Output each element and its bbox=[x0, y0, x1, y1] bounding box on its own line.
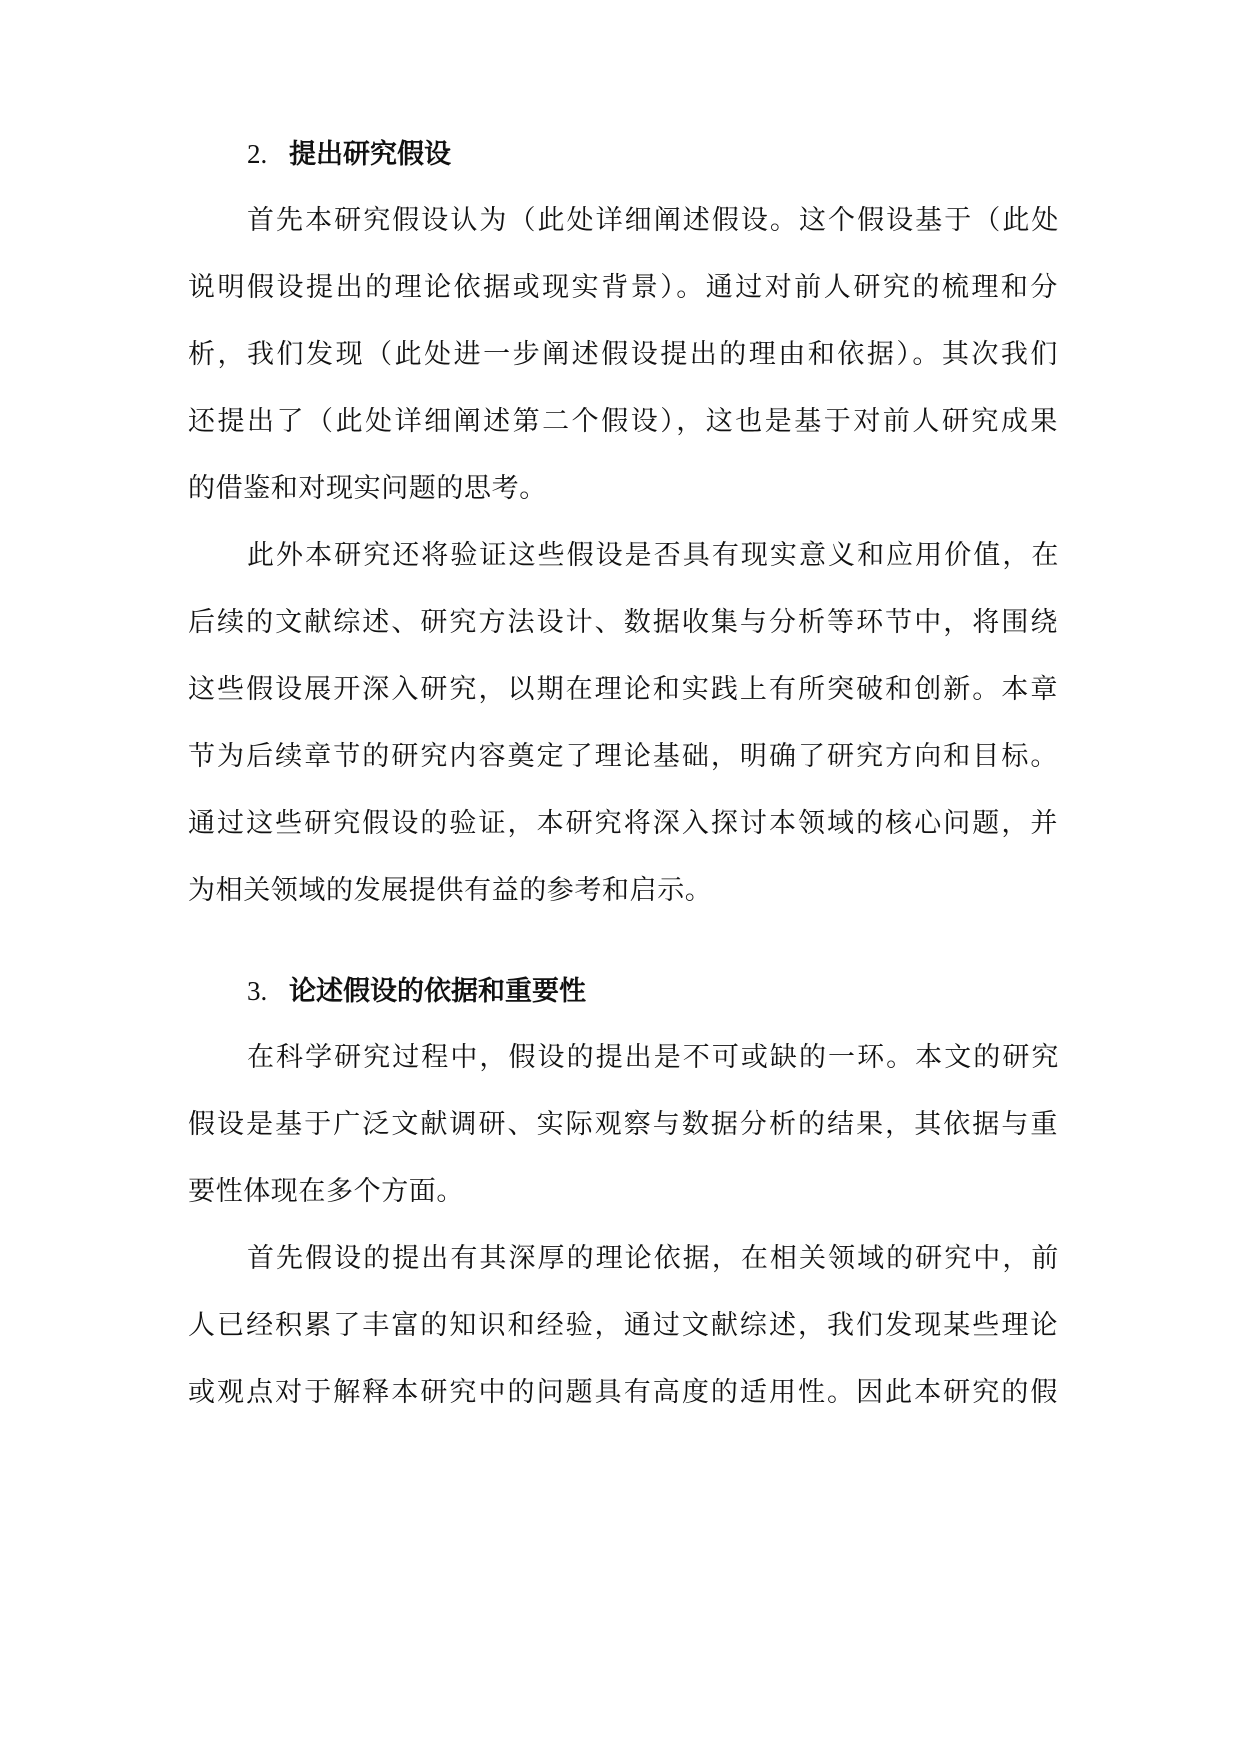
paragraph-line: 首先假设的提出有其深厚的理论依据，在相关领域的研究中，前 bbox=[247, 1243, 1059, 1274]
paragraph-line: 或观点对于解释本研究中的问题具有高度的适用性。因此本研究的假 bbox=[188, 1377, 1058, 1408]
heading-title: 提出研究假设 bbox=[289, 139, 451, 170]
paragraph-line: 通过这些研究假设的验证，本研究将深入探讨本领域的核心问题，并 bbox=[188, 808, 1058, 839]
heading-title: 论述假设的依据和重要性 bbox=[289, 976, 586, 1007]
paragraph-line: 后续的文献综述、研究方法设计、数据收集与分析等环节中，将围绕 bbox=[188, 607, 1058, 638]
paragraph-line: 说明假设提出的理论依据或现实背景）。通过对前人研究的梳理和分 bbox=[188, 272, 1058, 303]
paragraph-line: 析，我们发现（此处进一步阐述假设提出的理由和依据）。其次我们 bbox=[188, 339, 1058, 370]
paragraph-line: 首先本研究假设认为（此处详细阐述假设。这个假设基于（此处 bbox=[247, 205, 1059, 236]
section-heading bbox=[247, 134, 451, 175]
heading-number: 3. bbox=[247, 976, 268, 1006]
paragraph-line: 为相关领域的发展提供有益的参考和启示。 bbox=[188, 875, 713, 906]
section-heading bbox=[247, 971, 586, 1012]
paragraph-line: 的借鉴和对现实问题的思考。 bbox=[188, 473, 547, 504]
paragraph-line: 还提出了（此处详细阐述第二个假设），这也是基于对前人研究成果 bbox=[188, 406, 1058, 437]
paragraph-line: 这些假设展开深入研究，以期在理论和实践上有所突破和创新。本章 bbox=[188, 674, 1058, 705]
heading-number: 2. bbox=[247, 139, 268, 169]
paragraph-line: 节为后续章节的研究内容奠定了理论基础，明确了研究方向和目标。 bbox=[188, 741, 1058, 772]
paragraph-line: 此外本研究还将验证这些假设是否具有现实意义和应用价值，在 bbox=[247, 540, 1059, 571]
paragraph-line: 人已经积累了丰富的知识和经验，通过文献综述，我们发现某些理论 bbox=[188, 1310, 1058, 1341]
paragraph-line: 假设是基于广泛文献调研、实际观察与数据分析的结果，其依据与重 bbox=[188, 1109, 1058, 1140]
paragraph-line: 要性体现在多个方面。 bbox=[188, 1176, 464, 1207]
paragraph-line: 在科学研究过程中，假设的提出是不可或缺的一环。本文的研究 bbox=[247, 1042, 1059, 1073]
